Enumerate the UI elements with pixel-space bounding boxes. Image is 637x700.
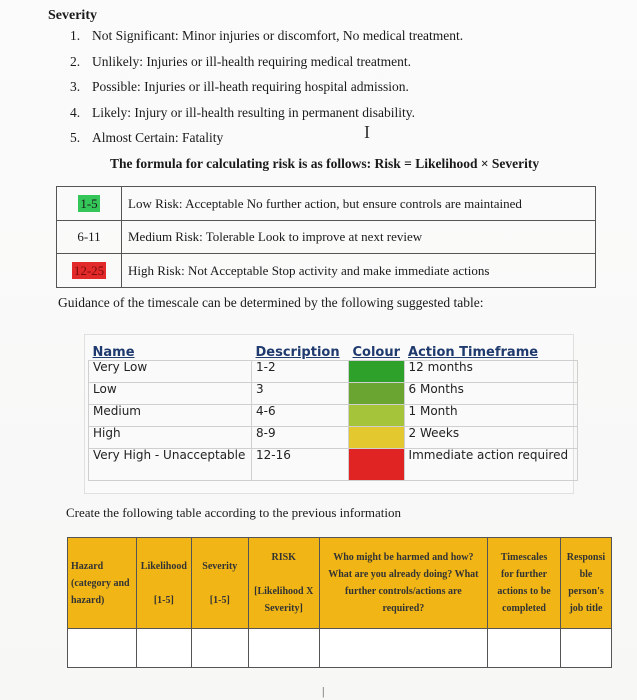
cell-hazard[interactable] bbox=[68, 629, 137, 668]
risk-level-row bbox=[57, 254, 596, 288]
timescale-table bbox=[88, 338, 578, 481]
colour-swatch bbox=[349, 405, 405, 427]
header-name: Name bbox=[92, 345, 135, 360]
assessment-header-row bbox=[68, 538, 612, 629]
header-severity: Severity [1-5] bbox=[191, 538, 248, 629]
create-instruction: Create the following table according to the previous information bbox=[66, 505, 402, 520]
timescale-row: High 8-9 2 Weeks bbox=[89, 427, 578, 449]
risk-assessment-table bbox=[67, 537, 612, 668]
severity-heading: Severity bbox=[48, 8, 97, 23]
risk-level-table bbox=[56, 186, 596, 288]
timescale-row: Very Low 1-2 12 months bbox=[89, 361, 578, 383]
header-responsible: Responsi ble person's job title bbox=[560, 538, 611, 629]
header-who-harmed: Who might be harmed and how? What are you already doing? What further controls/actions are required? bbox=[319, 538, 487, 629]
header-action-timeframe: Action Timeframe bbox=[408, 345, 539, 360]
header-hazard: Hazard (category and hazard) bbox=[68, 538, 137, 629]
risk-code-high: 12-25 bbox=[73, 262, 105, 278]
assessment-empty-row bbox=[68, 629, 612, 668]
risk-level-row bbox=[57, 187, 596, 221]
risk-level-row bbox=[57, 221, 596, 254]
timescale-row: Low 3 6 Months bbox=[89, 383, 578, 405]
severity-list bbox=[70, 26, 463, 154]
cell-who-harmed[interactable] bbox=[319, 629, 487, 668]
risk-code-medium: 6-11 bbox=[77, 229, 101, 244]
header-colour: Colour bbox=[352, 345, 401, 360]
cell-risk[interactable] bbox=[248, 629, 319, 668]
colour-swatch bbox=[349, 383, 405, 405]
cell-responsible[interactable] bbox=[560, 629, 611, 668]
risk-formula: The formula for calculating risk is as follows: Risk = Likelihood × Severity bbox=[110, 156, 540, 171]
bottom-mark: | bbox=[322, 684, 325, 698]
severity-item: 4. Likely: Injury or ill-health resulting in permanent disability. bbox=[70, 104, 416, 120]
text-cursor-icon: I bbox=[364, 122, 370, 142]
severity-item: 3. Possible: Injuries or ill-heath requiring hospital admission. bbox=[70, 79, 409, 94]
header-timescales: Timescales for further actions to be completed bbox=[488, 538, 561, 629]
header-description: Description bbox=[255, 345, 340, 360]
cell-timescales[interactable] bbox=[488, 629, 561, 668]
risk-text-medium: Medium Risk: Tolerable Look to improve at next review bbox=[122, 221, 596, 254]
severity-item: 5. Almost Certain: Fatality bbox=[70, 130, 224, 145]
risk-text-low: Low Risk: Acceptable No further action, but ensure controls are maintained bbox=[122, 187, 596, 221]
colour-swatch bbox=[349, 427, 405, 449]
severity-item: 1. Not Significant: Minor injuries or discomfort, No medical treatment. bbox=[70, 28, 464, 43]
header-risk: RISK [Likelihood X Severity] bbox=[248, 538, 319, 629]
risk-code-low: 1-5 bbox=[80, 195, 98, 211]
colour-swatch bbox=[349, 449, 405, 481]
guidance-text: Guidance of the timescale can be determined by the following suggested table: bbox=[58, 295, 484, 310]
timescale-header-row bbox=[89, 338, 578, 361]
header-likelihood: Likelihood [1-5] bbox=[136, 538, 191, 629]
timescale-row: Very High - Unacceptable 12-16 Immediate action required bbox=[89, 449, 578, 481]
risk-text-high: High Risk: Not Acceptable Stop activity and make immediate actions bbox=[122, 254, 596, 288]
severity-item: 2. Unlikely: Injuries or ill-health requiring medical treatment. bbox=[70, 53, 412, 69]
cell-severity[interactable] bbox=[191, 629, 248, 668]
timescale-row: Medium 4-6 1 Month bbox=[89, 405, 578, 427]
colour-swatch bbox=[349, 361, 405, 383]
cell-likelihood[interactable] bbox=[136, 629, 191, 668]
